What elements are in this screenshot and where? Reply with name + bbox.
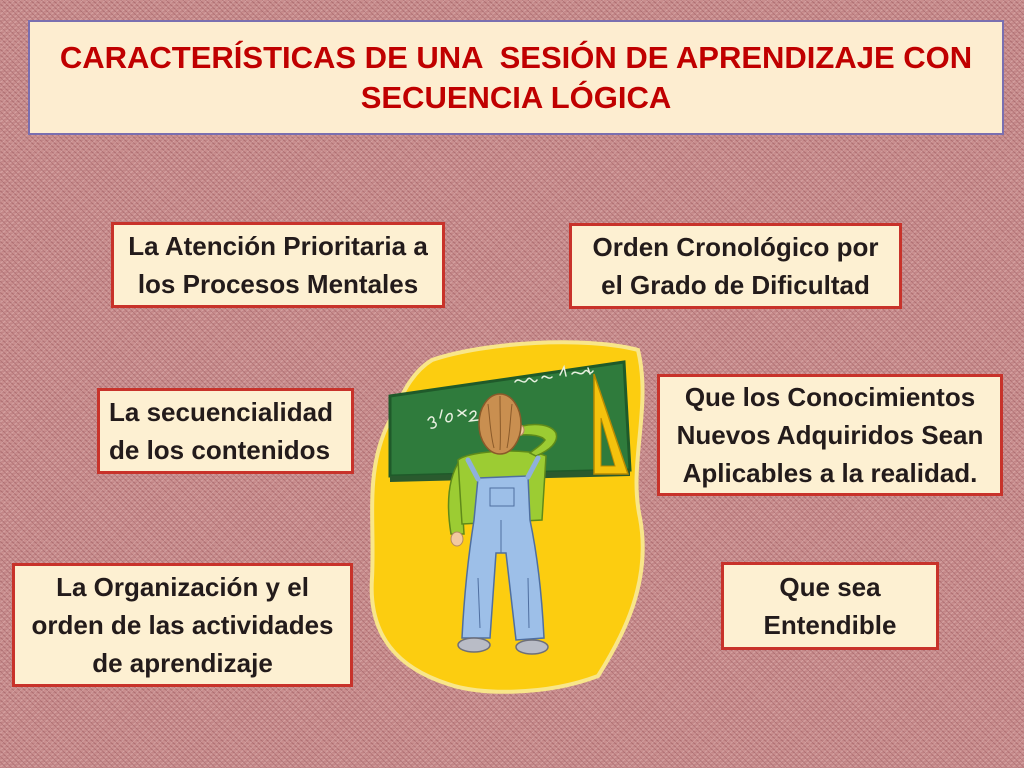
box-organizacion-actividades: [12, 563, 353, 687]
box-text-line: Entendible: [763, 610, 897, 640]
box-text-line: de los contenidos: [109, 435, 331, 465]
box-text-line: el Grado de Dificultad: [601, 270, 870, 300]
box-text-line: La Organización y el: [56, 572, 309, 602]
girl-at-chalkboard-icon: [360, 338, 650, 698]
title-line-2: SECUENCIA LÓGICA: [360, 79, 672, 115]
box-text-line: Que sea: [779, 572, 881, 602]
box-secuencialidad: [97, 388, 354, 474]
box-text-line: de aprendizaje: [92, 648, 273, 678]
box-text-line: La secuencialidad: [109, 397, 333, 427]
box-atencion-prioritaria: [111, 222, 445, 308]
box-text-line: Aplicables a la realidad.: [682, 458, 978, 488]
box-text-line: orden de las actividades: [31, 610, 334, 640]
title-box: [28, 20, 1004, 135]
title-line-1: CARACTERÍSTICAS DE UNA SESIÓN DE APRENDIZAJE CON: [59, 39, 973, 75]
box-text-line: La Atención Prioritaria a: [128, 231, 428, 261]
box-orden-cronologico: [569, 223, 902, 309]
box-text-line: Nuevos Adquiridos Sean: [676, 420, 984, 450]
box-text-line: los Procesos Mentales: [137, 269, 419, 299]
box-entendible: [721, 562, 939, 650]
box-text-line: Que los Conocimientos: [684, 382, 976, 412]
box-text-line: Orden Cronológico por: [592, 232, 879, 262]
box-conocimientos-aplicables: [657, 374, 1003, 496]
